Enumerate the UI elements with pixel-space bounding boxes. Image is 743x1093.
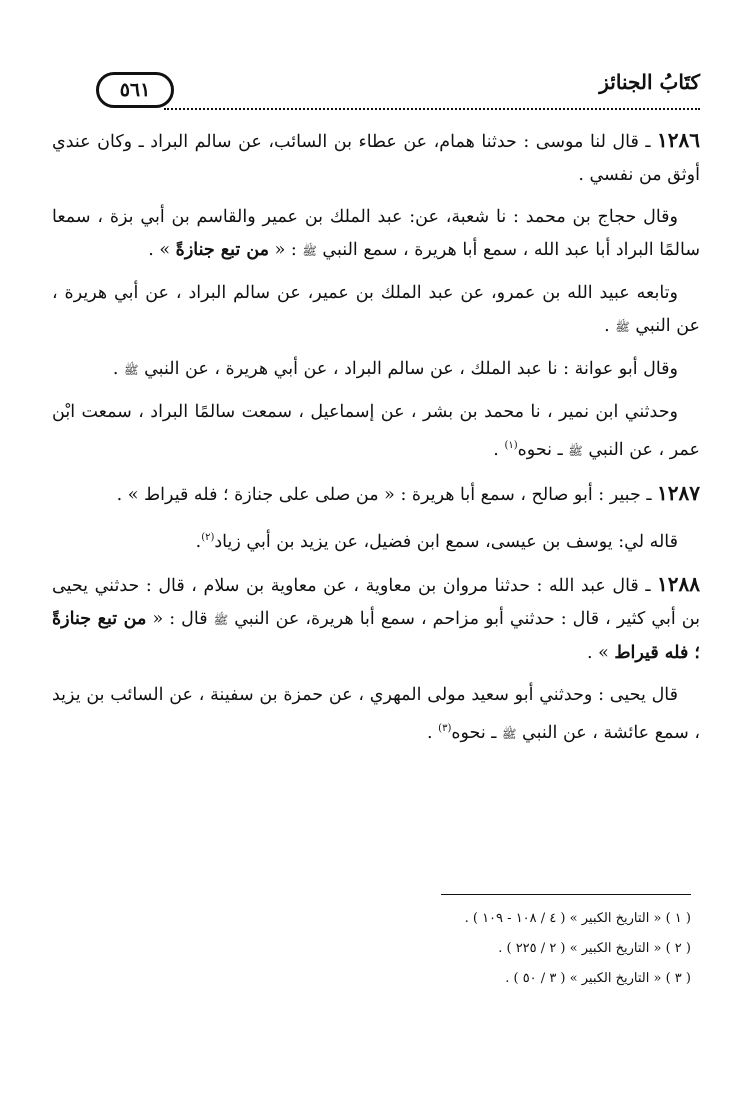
- paragraph-hajjaj: [52, 201, 700, 268]
- footnotes: [43, 904, 691, 994]
- paragraph-text: وتابعه عبيد الله بن عمرو، عن عبد الملك بن عمير، عن سالم البراد ، عن أبي هريرة ، عن النبي: [52, 283, 700, 336]
- salawat-glyph: ﷺ: [501, 726, 517, 741]
- salawat-glyph: ﷺ: [615, 320, 630, 334]
- footnote-ref: (٣): [438, 722, 452, 734]
- hadith-1286: [52, 124, 700, 192]
- paragraph-abu-awana: [52, 353, 700, 387]
- footnote-ref: (٢): [201, 531, 215, 543]
- paragraph-text: : «: [269, 240, 303, 260]
- paragraph-ibn-numair: [52, 396, 700, 468]
- paragraph-text: ـ نحوه: [451, 722, 502, 743]
- hadith-number: ١٢٨٦: [657, 128, 700, 152]
- header-rule: [164, 108, 700, 110]
- hadith-number: ١٢٨٨: [657, 571, 700, 596]
- salawat-glyph: ﷺ: [213, 612, 229, 627]
- hadith-text: ـ جبير : أبو صالح ، سمع أبا هريرة : « من صلى على جنازة ؛ فله قيراط » .: [116, 484, 658, 505]
- paragraph-text: .: [195, 531, 202, 552]
- footnote-3: ( ٣ ) « التاريخ الكبير » ( ٣ / ٥٠ ) .: [505, 971, 691, 986]
- paragraph-ubaidullah: [52, 277, 700, 344]
- paragraph-text: » .: [148, 240, 176, 260]
- hadith-1288: [52, 568, 700, 670]
- quoted-text: من تبع جنازةً: [175, 240, 270, 260]
- paragraph-text: وقال أبو عوانة : نا عبد الملك ، عن سالم البراد ، عن أبي هريرة ، عن النبي: [138, 359, 678, 379]
- paragraph-yahya: [52, 679, 700, 751]
- salawat-glyph: ﷺ: [568, 443, 583, 458]
- paragraph-text: وحدثني ابن نمير ، نا محمد بن بشر ، عن إسماعيل ، سمعت سالمًا البراد ، سمعت ابْن عمر ، عن النبي: [52, 402, 700, 460]
- page-header: [96, 68, 700, 112]
- page-number: ٥٦١: [96, 72, 174, 108]
- footnote-separator: [441, 894, 691, 895]
- hadith-text: ـ قال لنا موسى : حدثنا همام، عن عطاء بن السائب، عن سالم البراد ـ وكان عندي أوثق من نفسي .: [52, 132, 700, 185]
- paragraph-text: » .: [586, 642, 615, 663]
- paragraph-text: .: [604, 316, 616, 336]
- salawat-glyph: ﷺ: [124, 363, 139, 377]
- paragraph-text: .: [427, 722, 439, 743]
- hadith-1287: [52, 477, 700, 512]
- main-text: [52, 124, 700, 759]
- book-title: كتَابُ الجنائز: [599, 70, 700, 94]
- footnote-ref: (١): [504, 440, 518, 451]
- paragraph-text: قال يحيى : وحدثني أبو سعيد مولى المهري ، عن حمزة بن سفينة ، عن السائب بن يزيد ، سمع عائشة ، عن النبي: [52, 684, 700, 743]
- hadith-text: ـ قال عبد الله : حدثنا مروان بن معاوية ، عن معاوية بن سلام ، قال : حدثني يحيى بن أبي كثير ، قال : حدثني أبو مزاحم ، سمع أبا هريرة، عن النبي: [52, 575, 700, 629]
- paragraph-text: .: [112, 359, 125, 379]
- paragraph-text: قاله لي: يوسف بن عيسى، سمع ابن فضيل، عن يزيد بن أبي زياد: [214, 531, 678, 552]
- paragraph-text: .: [493, 439, 505, 460]
- footnote-1: ( ١ ) « التاريخ الكبير » ( ٤ / ١٠٨ - ١٠٩ ) .: [464, 911, 691, 926]
- salawat-glyph: ﷺ: [302, 244, 317, 258]
- quoted-text: من تبع جنازةً ؛ فله قيراط: [52, 608, 700, 663]
- paragraph-text: ـ نحوه: [517, 439, 569, 460]
- paragraph-yusuf: [52, 521, 700, 559]
- hadith-number: ١٢٨٧: [657, 480, 700, 505]
- paragraph-text: وقال حجاج بن محمد : نا شعبة، عن: عبد الملك بن عمير والقاسم بن أبي بزة ، سمعا سالمًا البراد أبا عبد الله ، سمع أبا هريرة ، سمع النبي: [52, 207, 700, 260]
- paragraph-text: قال : «: [146, 608, 214, 629]
- footnote-2: ( ٢ ) « التاريخ الكبير » ( ٢ / ٢٢٥ ) .: [498, 941, 691, 956]
